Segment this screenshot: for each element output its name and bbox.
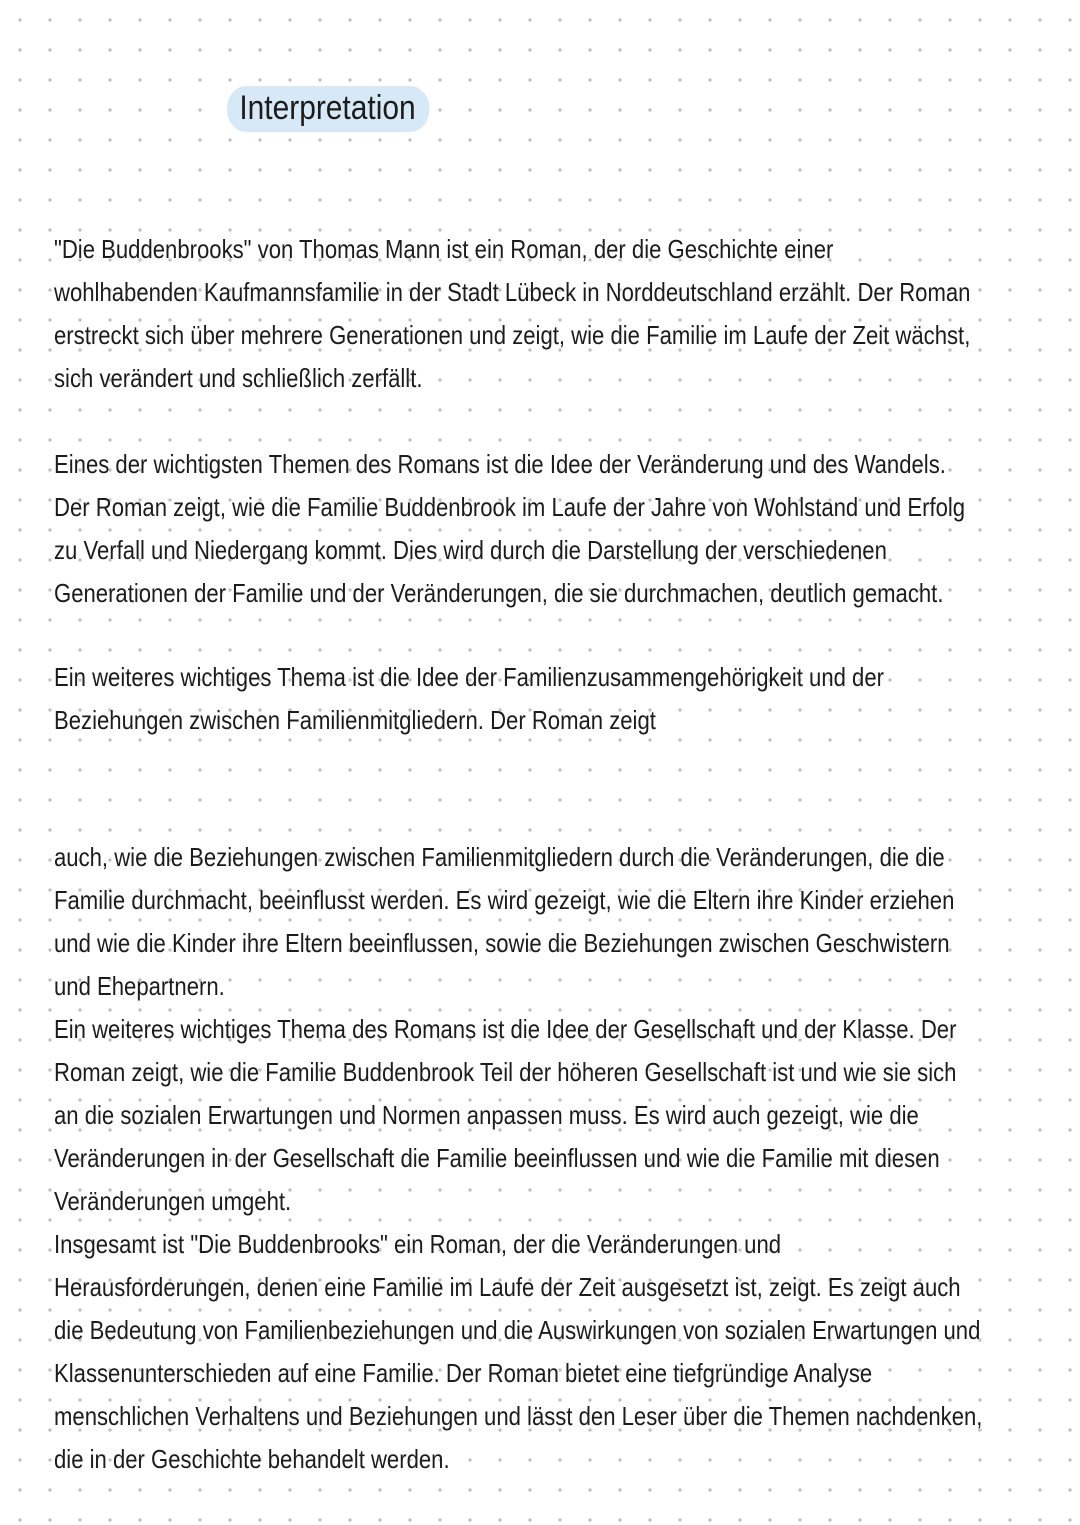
text-line: die in der Geschichte behandelt werden. bbox=[54, 1444, 450, 1474]
text-line: zu Verfall und Niedergang kommt. Dies wird durch die Darstellung der verschiedenen bbox=[54, 535, 887, 565]
text-line: Der Roman zeigt, wie die Familie Buddenbrook im Laufe der Jahre von Wohlstand und Erfolg bbox=[54, 492, 966, 522]
text-line: wohlhabenden Kaufmannsfamilie in der Stadt Lübeck in Norddeutschland erzählt. Der Roman bbox=[54, 277, 971, 307]
text-line: Veränderungen umgeht. bbox=[54, 1186, 292, 1216]
text-line: Insgesamt ist "Die Buddenbrooks" ein Roman, der die Veränderungen und bbox=[54, 1229, 782, 1259]
paragraph bbox=[54, 228, 982, 400]
text-line: Eines der wichtigsten Themen des Romans ist die Idee der Veränderung und des Wandels. bbox=[54, 449, 946, 479]
text-line: Beziehungen zwischen Familienmitgliedern. Der Roman zeigt bbox=[54, 705, 656, 735]
text-line: Ein weiteres wichtiges Thema des Romans ist die Idee der Gesellschaft und der Klasse. Der bbox=[54, 1014, 957, 1044]
text-line: Roman zeigt, wie die Familie Buddenbrook Teil der höheren Gesellschaft ist und wie sie sich bbox=[54, 1057, 957, 1087]
text-line: die Bedeutung von Familienbeziehungen und die Auswirkungen von sozialen Erwartungen und bbox=[54, 1315, 981, 1345]
text-line: auch, wie die Beziehungen zwischen Familienmitgliedern durch die Veränderungen, die die bbox=[54, 842, 945, 872]
text-line: Ein weiteres wichtiges Thema ist die Idee der Familienzusammengehörigkeit und der bbox=[54, 662, 884, 692]
text-line: "Die Buddenbrooks" von Thomas Mann ist ein Roman, der die Geschichte einer bbox=[54, 234, 834, 264]
paragraph bbox=[54, 656, 982, 742]
paragraph bbox=[54, 836, 982, 1481]
text-blocks bbox=[54, 228, 982, 1481]
text-line: und Ehepartnern. bbox=[54, 971, 225, 1001]
text-line: erstreckt sich über mehrere Generationen und zeigt, wie die Familie im Laufe der Zeit wächst, bbox=[54, 320, 971, 350]
text-line: menschlichen Verhaltens und Beziehungen und lässt den Leser über die Themen nachdenken, bbox=[54, 1401, 983, 1431]
page-title: Interpretation bbox=[227, 86, 430, 132]
text-line: Veränderungen in der Gesellschaft die Familie beeinflussen und wie die Familie mit diesen bbox=[54, 1143, 940, 1173]
text-line: und wie die Kinder ihre Eltern beeinflussen, sowie die Beziehungen zwischen Geschwistern bbox=[54, 928, 950, 958]
text-line: sich verändert und schließlich zerfällt. bbox=[54, 363, 423, 393]
text-line: an die sozialen Erwartungen und Normen anpassen muss. Es wird auch gezeigt, wie die bbox=[54, 1100, 919, 1130]
text-line: Generationen der Familie und der Veränderungen, die sie durchmachen, deutlich gemacht. bbox=[54, 578, 944, 608]
text-line: Klassenunterschieden auf eine Familie. Der Roman bietet eine tiefgründige Analyse bbox=[54, 1358, 873, 1388]
text-line: Herausforderungen, denen eine Familie im Laufe der Zeit ausgesetzt ist, zeigt. Es zeigt auch bbox=[54, 1272, 961, 1302]
paragraph bbox=[54, 443, 982, 615]
text-line: Familie durchmacht, beeinflusst werden. Es wird gezeigt, wie die Eltern ihre Kinder erziehen bbox=[54, 885, 955, 915]
